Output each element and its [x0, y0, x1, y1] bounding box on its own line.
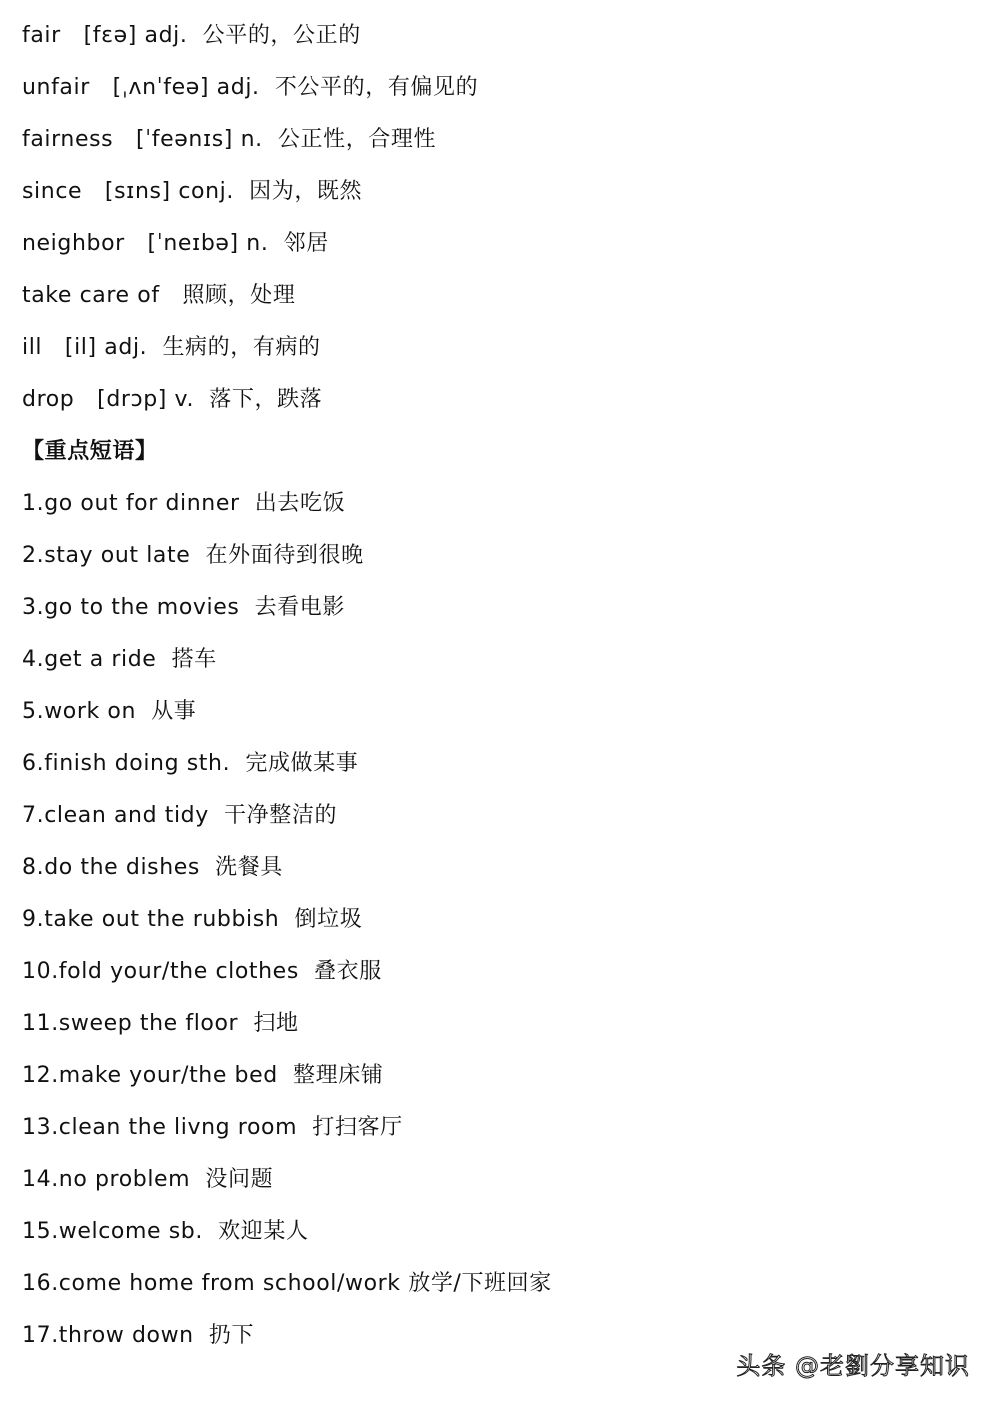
- phrase-line: 13.clean the livng room 打扫客厅: [22, 1115, 403, 1140]
- vocab-line: drop [drɔp] v. 落下，跌落: [22, 387, 323, 412]
- phrase-line: 1.go out for dinner 出去吃饭: [22, 491, 346, 516]
- phrase-line: 17.throw down 扔下: [22, 1323, 255, 1348]
- document-body: [22, 14, 972, 1366]
- phrase-line: 12.make your/the bed 整理床铺: [22, 1063, 384, 1088]
- watermark-text: 头条 @老劉分享知识: [736, 1352, 970, 1380]
- phrase-line: 7.clean and tidy 干净整洁的: [22, 803, 338, 828]
- vocab-line: fairness [ˈfeənɪs] n. 公正性，合理性: [22, 127, 437, 152]
- phrase-line: 11.sweep the floor 扫地: [22, 1011, 299, 1036]
- phrase-line: 8.do the dishes 洗餐具: [22, 855, 283, 880]
- phrase-line: 14.no problem 没问题: [22, 1167, 274, 1192]
- section-heading: 【重点短语】: [22, 439, 158, 464]
- vocab-line: ill [il] adj. 生病的，有病的: [22, 335, 321, 360]
- phrase-line: 15.welcome sb. 欢迎某人: [22, 1219, 309, 1244]
- phrase-line: 9.take out the rubbish 倒垃圾: [22, 907, 363, 932]
- vocab-line: neighbor [ˈneɪbə] n. 邻居: [22, 231, 329, 256]
- phrase-line: 16.come home from school/work 放学/下班回家: [22, 1271, 552, 1296]
- vocab-line: take care of 照顾，处理: [22, 283, 296, 308]
- phrase-line: 4.get a ride 搭车: [22, 647, 217, 672]
- vocab-line: unfair [ˌʌnˈfeə] adj. 不公平的，有偏见的: [22, 75, 479, 100]
- phrase-line: 10.fold your/the clothes 叠衣服: [22, 959, 382, 984]
- vocab-line: fair [fɛə] adj. 公平的，公正的: [22, 23, 361, 48]
- phrase-line: 6.finish doing sth. 完成做某事: [22, 751, 359, 776]
- phrase-line: 5.work on 从事: [22, 699, 197, 724]
- phrase-line: 2.stay out late 在外面待到很晚: [22, 543, 364, 568]
- phrase-line: 3.go to the movies 去看电影: [22, 595, 345, 620]
- vocab-line: since [sɪns] conj. 因为，既然: [22, 179, 363, 204]
